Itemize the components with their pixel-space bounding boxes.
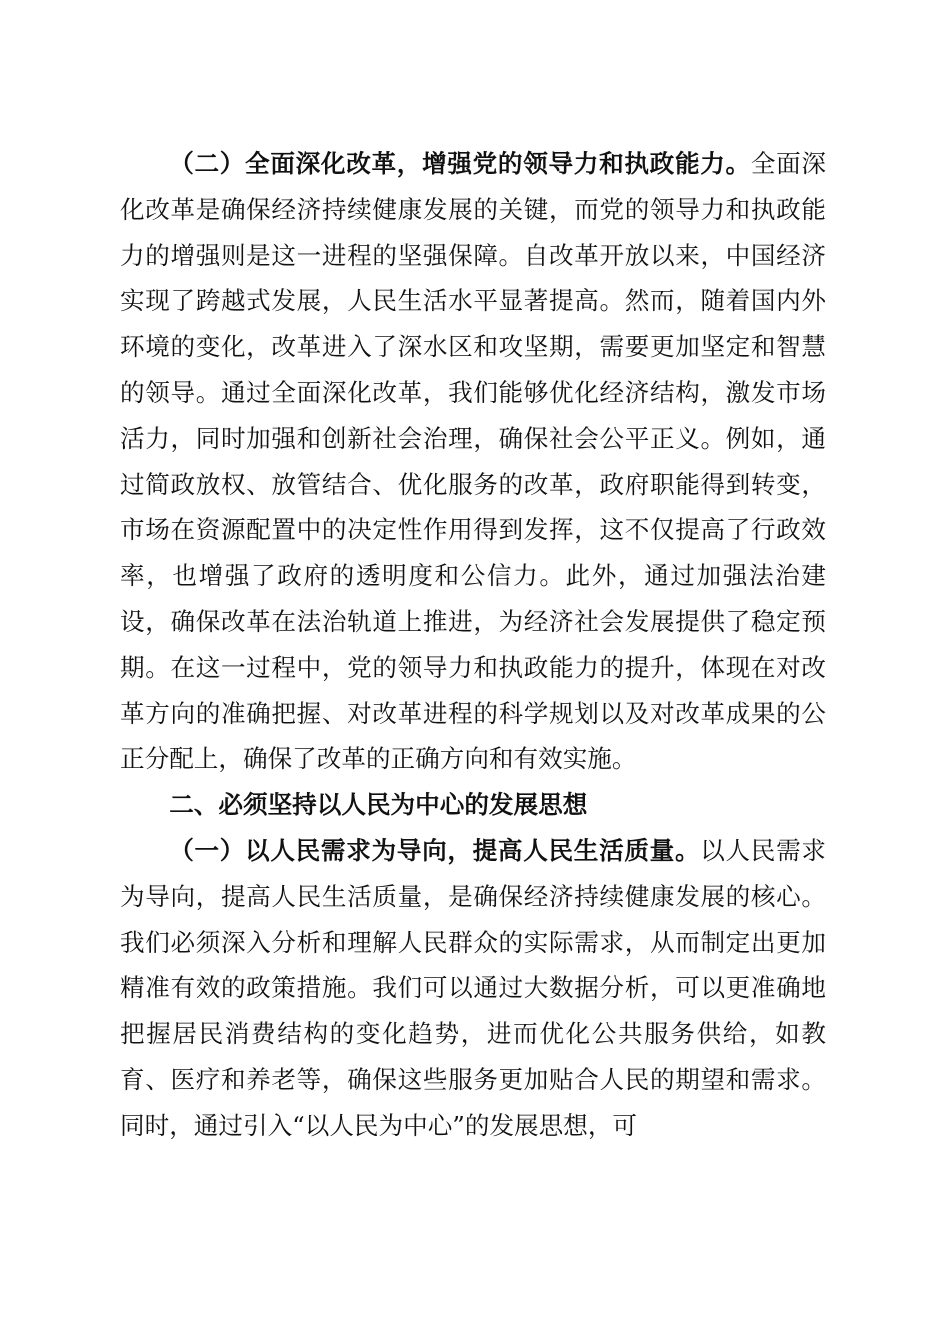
subheading-reform: （二）全面深化改革，增强党的领导力和执政能力。: [169, 149, 751, 178]
document-body: [120, 141, 826, 1149]
paragraph-reform: [120, 141, 826, 782]
subheading-people-needs: （一）以人民需求为导向，提高人民生活质量。: [169, 835, 701, 865]
paragraph-people-needs: [120, 828, 826, 1149]
section-heading-people-centered: 二、必须坚持以人民为中心的发展思想: [169, 790, 588, 820]
paragraph-reform-text: 全面深化改革是确保经济持续健康发展的关键，而党的领导力和执政能力的增强则是这一进程的坚强保障。自改革开放以来，中国经济实现了跨越式发展，人民生活水平显著提高。然而，随着国内外环境的变化，改革进入了深水区和攻坚期，需要更加坚定和智慧的领导。通过全面深化改革，我们能够优化经济结构，激发市场活力，同时加强和创新社会治理，确保社会公平正义。例如，通过简政放权、放管结合、优化服务的改革，政府职能得到转变，市场在资源配置中的决定性作用得到发挥，这不仅提高了行政效率，也增强了政府的透明度和公信力。此外，通过加强法治建设，确保改革在法治轨道上推进，为经济社会发展提供了稳定预期。在这一过程中，党的领导力和执政能力的提升，体现在对改革方向的准确把握、对改革进程的科学规划以及对改革成果的公正分配上，确保了改革的正确方向和有效实施。: [120, 149, 826, 774]
paragraph-people-needs-text: 以人民需求为导向，提高人民生活质量，是确保经济持续健康发展的核心。我们必须深入分析和理解人民群众的实际需求，从而制定出更加精准有效的政策措施。我们可以通过大数据分析，可以更准确地把握居民消费结构的变化趋势，进而优化公共服务供给，如教育、医疗和养老等，确保这些服务更加贴合人民的期望和需求。同时，通过引入“以人民为中心”的发展思想，可: [120, 835, 826, 1140]
